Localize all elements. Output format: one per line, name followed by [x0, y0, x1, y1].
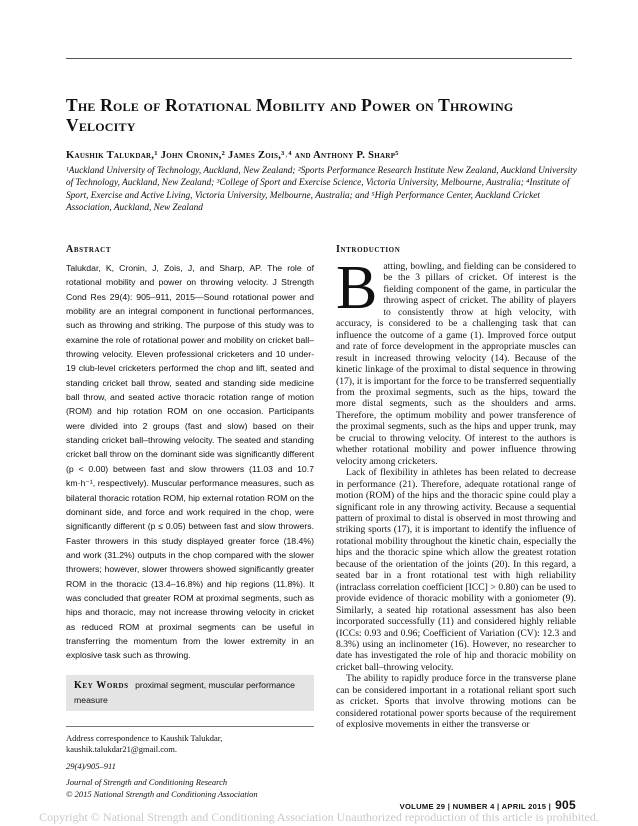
author-affiliations: ¹Auckland University of Technology, Auckland, New Zealand; ²Sports Performance Research Institute New Zealand, Auckland University of Technology, Auckland, New Zealand; ³College of Sport and Exercise Science, Victoria University, Melbourne, Australia; ⁴Institute of Sport, Exercise and Active Living, Victoria University, Melbourne, Australia; and ⁵High Performance Center, Auckland Cricket Association, Auckland, New Zealand — [66, 166, 577, 214]
key-words-label: Key Words — [74, 679, 129, 691]
abstract-text: Talukdar, K, Cronin, J, Zois, J, and Sharp, AP. The role of rotational mobility and power on throwing velocity. J Strength Cond Res 29(4): 905–911, 2015—Sound rotational power and mobility are an integral component in functional performances, such as throwing and striking. The purpose of this study was to examine the role of rotational power and mobility on cricket ball–throwing velocity. Eleven professional cricketers and 10 under-19 club-level cricketers performed the chop and lift, seated and standing cricket ball throw, seated and standing side medicine ball throw, and seated active thoracic rotation range of motion (ROM) and hip rotation ROM on one occasion. Participants were divided into 2 groups (fast and slow) based on their standing cricket ball–throwing velocity. The seated and standing cricket ball throw on the dominant side was significantly different (p < 0.00) between fast and slow throwers (11.03 and 10.7 km·h⁻¹, respectively). Muscular performance measures, such as bilateral thoracic rotation ROM, hip external rotation ROM on the dominant side, and force and work required in the chop, were significantly different (p ≤ 0.05) between fast and slow throwers. Faster throwers in this study displayed greater force (18.4%) and work (31.2%) outputs in the chop compared with the slower throwers; however, slower throwers showed significantly greater ROM in the thoracic (13.4–16.8%) and hip regions (11.8%). It was concluded that greater ROM at proximal segments, such as hips and thoracic, may not increase throwing velocity in cricket as reduced ROM at proximal segments can be useful in transferring the momentum from the lower extremity in an explosive task such as throwing. — [66, 263, 314, 661]
page-number: 905 — [555, 798, 576, 812]
left-column — [66, 244, 314, 800]
footnotes — [66, 726, 314, 801]
drop-cap: B — [336, 254, 378, 322]
intro-paragraph-2: Lack of flexibility in athletes has been related to decrease in performance (21). Therefore, adequate rotational range of motion (ROM) of the hips and the thoracic spine could play a significant role in any throwing activity. Because a sequential pattern of proximal to distal is observed in most throwing and striking sports (17), it is important to identify the influence of rotational mobility throughout the kinetic chain, especially the hips and the thoracic spine which allow the greatest rotation because of the orientation of the joints (20). In this regard, a seated bar in a front rotational test with high reliability (intraclass correlation coefficient [ICC] > 0.80) can be used to provide evidence of thoracic mobility with a goniometer (9). Similarly, a seated hip rotational assessment has also been incorporated successfully (11) and considered highly reliable (ICCs: 0.93 and 0.96; Coefficient of Variation (CV): 12.3 and 8.3%) using an inclinometer (16). However, no researcher to date has investigated the role of hip and thoracic mobility on cricket ball–throwing velocity. — [336, 467, 576, 673]
introduction-body — [336, 254, 576, 731]
key-words-text: proximal segment, muscular performance measure — [74, 679, 295, 705]
introduction-heading: Introduction — [336, 244, 401, 255]
journal-name: Journal of Strength and Conditioning Research — [66, 777, 228, 788]
key-words-box — [66, 675, 314, 711]
citation-volume: 29(4)/905–911 — [66, 760, 116, 771]
author-list: Kaushik Talukdar,¹ John Cronin,² James Zois,³˒⁴ and Anthony P. Sharp⁵ — [66, 150, 399, 161]
copyright-watermark: Copyright © National Strength and Conditioning Association Unauthorized reproduction of this article is prohibited. — [39, 810, 599, 824]
issue-info: VOLUME 29 | NUMBER 4 | APRIL 2015 | — [399, 802, 552, 811]
abstract-heading: Abstract — [66, 244, 112, 255]
intro-paragraph-1: atting, bowling, and fielding can be considered to be the 3 pillars of cricket. Of interest is the fielding component of the game, in particular the throwing aspect of cricket. The ability of players to consistently throw at high velocity, with accuracy, is considered to be a challenging task that can influence the outcome of a game (1). Improved force output and rate of force development in the appropriate muscles can result in increased throwing velocity (14). Because of the kinetic linkage of the proximal to distal sequence in throwing (17), it is important for the force to be transferred sequentially from the proximal segments, such as the hips, toward the more distal segments, such as the shoulders and arms. Therefore, the optimum mobility and power transference of the proximal segments, such as the hips and upper trunk, may be crucial to throwing velocity. Of interest to the authors is whether rotational mobility and power influence throwing velocity among cricketers. — [336, 261, 576, 467]
top-rule — [66, 58, 572, 59]
intro-paragraph-3: The ability to rapidly produce force in the transverse plane can be considered important in a rotational reliant sport such as cricket. Sports that involve throwing motions can be considered rotational power sports because of the requirement of explosive movements in either the transverse or — [336, 673, 576, 731]
article-title: The Role of Rotational Mobility and Power on Throwing Velocity — [66, 95, 514, 135]
journal-copyright: © 2015 National Strength and Conditioning Association — [66, 788, 258, 799]
right-column — [336, 244, 576, 731]
correspondence-note: Address correspondence to Kaushik Talukdar, kaushik.talukdar21@gmail.com. — [66, 732, 223, 755]
